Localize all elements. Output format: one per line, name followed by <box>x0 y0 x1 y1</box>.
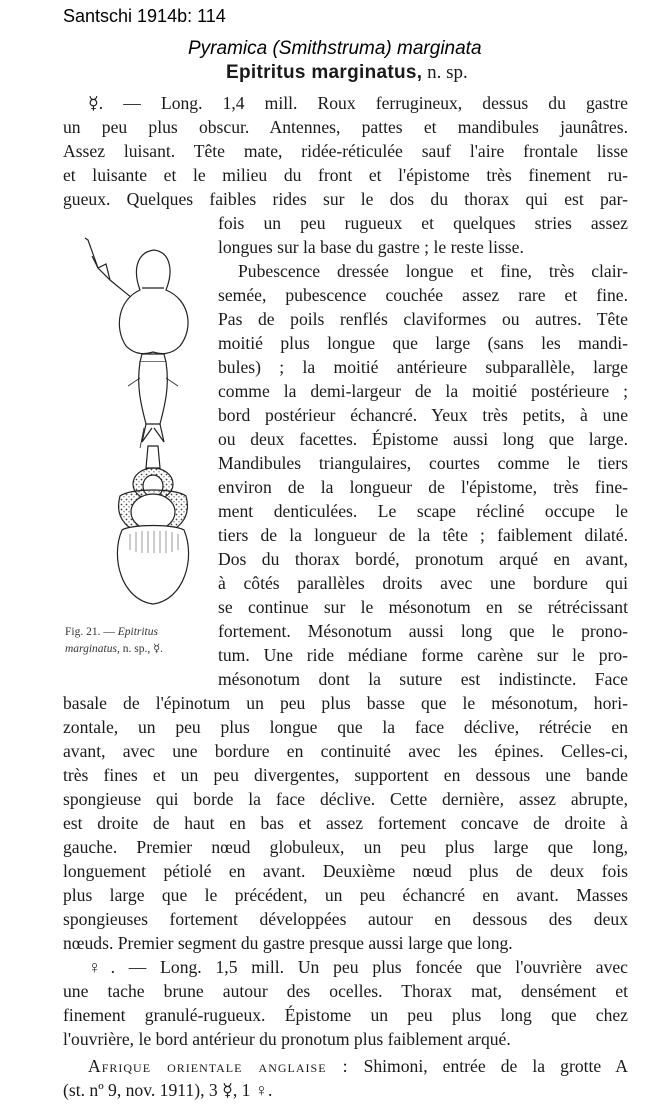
text-line: Pas de poils renflés claviformes ou autres. Tête <box>218 309 628 329</box>
text-line: nœuds. Premier segment du gastre presque aussi large que long. <box>63 933 513 953</box>
text-line: Dos du thorax bordé, pronotum arqué en avant, <box>218 549 628 569</box>
species-title-status: n. sp. <box>427 62 468 83</box>
text-line: gueux. Quelques faibles rides sur le dos du thorax qui est par- <box>63 189 628 209</box>
text-line: moitié plus longue que large (sans les mandi- <box>218 333 628 353</box>
text-line: tum. Une ride médiane forme carène sur le pro- <box>218 645 628 665</box>
text-line: une tache brune autour des ocelles. Thorax mat, densément et <box>63 981 628 1001</box>
text-line: avant, avec une bordure en continuité avec les épines. Celles-ci, <box>63 741 628 761</box>
text-line: Assez luisant. Tête mate, ridée-réticulée sauf l'aire frontale lisse <box>63 141 628 161</box>
text-line: finement granulé-rugueux. Épistome un peu plus long que chez <box>63 1005 628 1025</box>
species-subtitle: Pyramica (Smithstruma) marginata <box>188 38 482 59</box>
text-line: ♀. — Long. 1,5 mill. Un peu plus foncée que l'ouvrière avec <box>88 957 628 977</box>
text-line: basale de l'épinotum un peu plus basse que le mésonotum, hori- <box>63 693 628 713</box>
text-line: Pubescence dressée longue et fine, très clair- <box>238 261 628 281</box>
figure-caption-line-2 <box>65 641 163 658</box>
caption-genus: Epitritus <box>117 626 158 638</box>
text-line: à côtés parallèles droits avec une bordure qui <box>218 573 628 593</box>
text-line: environ de la longueur de l'épistome, très fine- <box>218 477 628 497</box>
text-line: très fines et un peu divergentes, supportent en dessous une bande <box>63 765 628 785</box>
caption-figure-number: Fig. 21. — <box>65 626 115 638</box>
caption-rest: n. sp., ☿. <box>122 643 164 655</box>
text-line: semée, pubescence couchée assez rare et fine. <box>218 285 628 305</box>
text-line: ment denticulées. Le scape récliné occupe le <box>218 501 628 521</box>
text-line: Mandibules triangulaires, courtes comme le tiers <box>218 453 628 473</box>
text-line: fortement. Mésonotum aussi long que le prono- <box>218 621 628 641</box>
text-line: spongieuses fortement développées autour en dessous des deux <box>63 909 628 929</box>
text-line: mésonotum dont la suture est indistincte. Face <box>218 669 628 689</box>
text-line: bules) ; la moitié antérieure subparallèle, large <box>218 357 628 377</box>
text-line: comme la demi-largeur de la moitié postérieure ; <box>218 381 628 401</box>
locality-line <box>88 1054 628 1078</box>
text-line: zontale, un peu plus longue que la face déclive, rétrécie en <box>63 717 628 737</box>
text-line: longues sur la base du gastre ; le reste lisse. <box>218 237 524 257</box>
text-line: et luisante et le milieu du front et l'épistome très finement ru- <box>63 165 628 185</box>
species-title <box>226 62 468 84</box>
text-line: ☿. — Long. 1,4 mill. Roux ferrugineux, dessus du gastre <box>88 93 628 113</box>
citation-header: Santschi 1914b: 114 <box>63 6 226 26</box>
text-line: se continue sur le mésonotum en se rétrécissant <box>218 597 628 617</box>
text-line: plus large que le précédent, un peu échancré en avant. Masses <box>63 885 628 905</box>
text-line: fois un peu rugueux et quelques stries assez <box>218 213 628 233</box>
text-line: tiers de la longueur de la tête ; faiblement dilaté. <box>218 525 628 545</box>
text-line: (st. nº 9, nov. 1911), 3 ☿, 1 ♀. <box>63 1080 273 1100</box>
text-line: spongieuse qui borde la face déclive. Cette dernière, assez abrupte, <box>63 789 628 809</box>
text-line: bord postérieur échancré. Yeux très petits, à une <box>218 405 628 425</box>
text-line: gauche. Premier nœud globuleux, un peu plus large que long, <box>63 837 628 857</box>
text-line: ou deux facettes. Épistome aussi long que large. <box>218 429 628 449</box>
figure-caption-line-1 <box>65 624 158 641</box>
ant-illustration <box>70 228 220 618</box>
locality-region: Afrique orientale anglaise : <box>88 1056 349 1076</box>
locality-detail: Shimoni, entrée de la grotte A <box>363 1056 629 1076</box>
text-line: l'ouvrière, le bord antérieur du pronotum plus faiblement arqué. <box>63 1029 511 1049</box>
text-line: un peu plus obscur. Antennes, pattes et mandibules jaunâtres. <box>63 117 628 137</box>
caption-species: marginatus, <box>65 643 120 655</box>
species-title-name: Epitritus marginatus, <box>226 62 423 83</box>
text-line: longuement pétiolé en avant. Deuxième nœud plus de deux fois <box>63 861 628 881</box>
text-line: est droite de haut en bas et assez fortement concave de droite à <box>63 813 628 833</box>
